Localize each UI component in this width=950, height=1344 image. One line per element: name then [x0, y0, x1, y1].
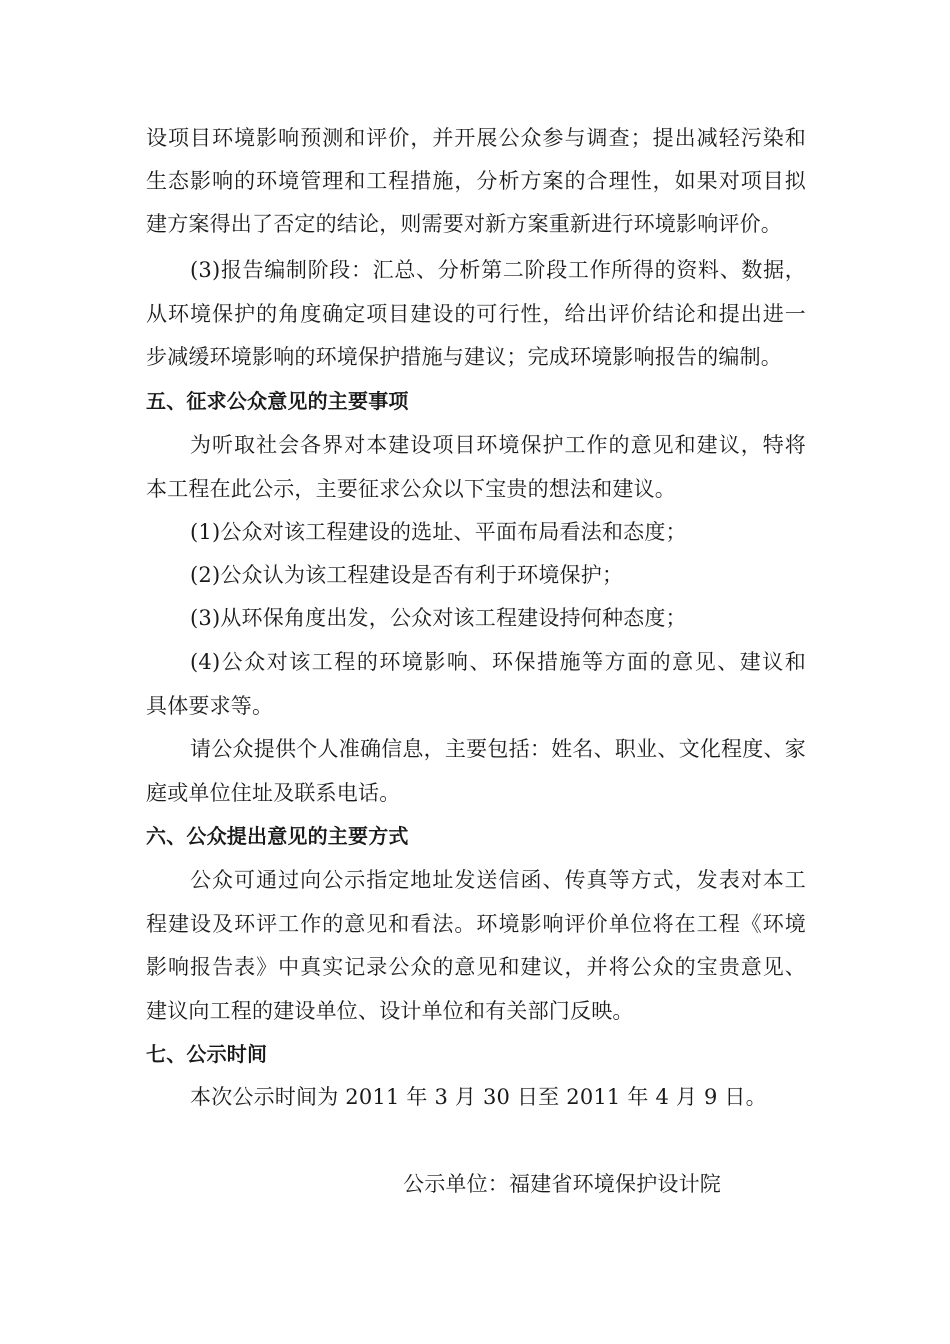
stage3-line-3: 步减缓环境影响的环境保护措施与建议；完成环境影响报告的编制。: [146, 345, 782, 369]
section6-body-line-1: 公众可通过向公示指定地址发送信函、传真等方式，发表对本工: [190, 868, 806, 892]
stage3-line-2: 从环境保护的角度确定项目建设的可行性，给出评价结论和提出进一: [146, 302, 806, 326]
section5-info-line-2: 庭或单位住址及联系电话。: [146, 781, 401, 805]
signature: 公示单位：福建省环境保护设计院: [403, 1172, 721, 1196]
section5-item-4-line-1: (4)公众对该工程的环境影响、环保措施等方面的意见、建议和: [190, 650, 806, 674]
section5-heading: 五、征求公众意见的主要事项: [146, 389, 409, 413]
section6-body-line-2: 程建设及环评工作的意见和看法。环境影响评价单位将在工程《环境: [146, 912, 806, 936]
section5-info-line-1: 请公众提供个人准确信息，主要包括：姓名、职业、文化程度、家: [190, 737, 806, 761]
intro-line-3: 建方案得出了否定的结论，则需要对新方案重新进行环境影响评价。: [146, 212, 782, 236]
section5-item-2: (2)公众认为该工程建设是否有利于环境保护；: [190, 563, 624, 587]
section5-intro-line-1: 为听取社会各界对本建设项目环境保护工作的意见和建议，特将: [190, 433, 806, 457]
section6-heading: 六、公众提出意见的主要方式: [146, 824, 409, 848]
section5-item-3: (3)从环保角度出发，公众对该工程建设持何种态度；: [190, 606, 687, 630]
section6-body-line-4: 建议向工程的建设单位、设计单位和有关部门反映。: [146, 999, 634, 1023]
section7-body: 本次公示时间为 2011 年 3 月 30 日至 2011 年 4 月 9 日。: [190, 1085, 767, 1109]
intro-line-2: 生态影响的环境管理和工程措施，分析方案的合理性，如果对项目拟: [146, 169, 806, 193]
stage3-line-1: (3)报告编制阶段：汇总、分析第二阶段工作所得的资料、数据，: [190, 258, 806, 282]
section5-item-1: (1)公众对该工程建设的选址、平面布局看法和态度；: [190, 520, 687, 544]
intro-line-1: 设项目环境影响预测和评价，并开展公众参与调查；提出减轻污染和: [146, 126, 806, 150]
section5-item-4-line-2: 具体要求等。: [146, 694, 274, 718]
section7-heading: 七、公示时间: [146, 1042, 268, 1066]
section6-body-line-3: 影响报告表》中真实记录公众的意见和建议，并将公众的宝贵意见、: [146, 955, 806, 979]
section5-intro-line-2: 本工程在此公示，主要征求公众以下宝贵的想法和建议。: [146, 477, 676, 501]
